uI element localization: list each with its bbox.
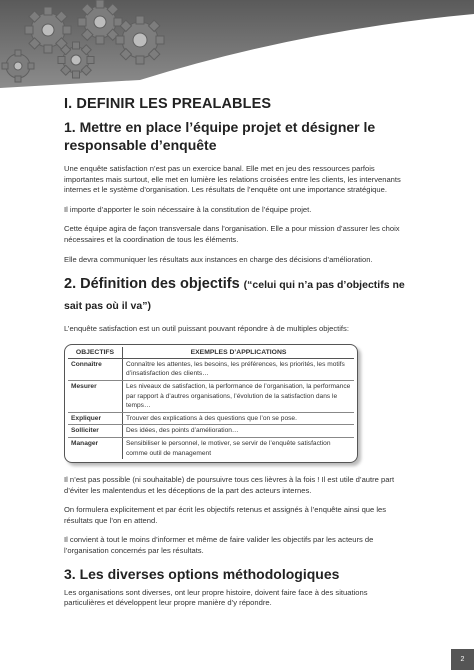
paragraph: On formulera explicitement et par écrit les objectifs retenus et assignés à l’enquête ainsi que les résultats que l’on en attend.: [64, 505, 387, 525]
table-row: [68, 358, 354, 380]
paragraph: Il n’est pas possible (ni souhaitable) de poursuivre tous ces lièvres à la fois ! Il est utile d’autre part d’éviter les malentendus et les déceptions de la part des acteurs internes.: [64, 475, 395, 495]
subsection-2-title: 2. Définition des objectifs: [64, 276, 240, 293]
page-content: [64, 96, 410, 618]
paragraph: Cette équipe agira de façon transversale dans l’organisation. Elle a pour mission d’assurer les choix nécessaires et la coordination de tous les éléments.: [64, 224, 400, 244]
example-cell: Connaître les attentes, les besoins, les préférences, les priorités, les motifs d’insatisfaction des clients…: [123, 358, 355, 380]
subsection-2-subtitle: (“celui qui n’a pas d’objectifs ne sait pas où il va”): [64, 279, 405, 313]
objectives-intro: L’enquête satisfaction est un outil puissant pouvant répondre à de multiples objectifs:: [64, 324, 349, 334]
example-cell: Des idées, des points d’amélioration…: [123, 425, 355, 438]
column-header: OBJECTIFS: [68, 347, 123, 359]
column-header: EXEMPLES D’APPLICATIONS: [123, 347, 355, 359]
subsection-3-title: 3. Les diverses options méthodologiques: [64, 565, 340, 582]
paragraph: Une enquête satisfaction n’est pas un exercice banal. Elle met en jeu des ressources parfois importantes mais surtout, elle met en lumière les relations croisées entre les clients, les intervenants internes et le système d’organisation. Les résultats de l’enquête ont une importance stratégique.: [64, 164, 401, 195]
objective-cell: Connaître: [68, 358, 123, 380]
paragraph: Il importe d’apporter le soin nécessaire à la constitution de l’équipe projet.: [64, 204, 312, 214]
table-header-row: [68, 347, 354, 359]
example-cell: Trouver des explications à des questions que l’on se pose.: [123, 412, 355, 425]
subsection-2-heading: [64, 274, 410, 316]
paragraph: Les organisations sont diverses, ont leur propre histoire, doivent faire face à des situations particulières et développent leur propre manière d’y répondre.: [64, 587, 368, 608]
section-title: I. DEFINIR LES PREALABLES: [64, 96, 272, 112]
paragraph: Elle devra communiquer les résultats aux instances en charge des décisions d’amélioration.: [64, 254, 373, 264]
objective-cell: Expliquer: [68, 412, 123, 425]
subsection-1-title: 1. Mettre en place l’équipe projet et désigner le responsable d’enquête: [64, 119, 376, 153]
table-row: [68, 380, 354, 412]
objective-cell: Manager: [68, 437, 123, 459]
objectives-table: [64, 344, 358, 463]
example-cell: Les niveaux de satisfaction, la performance de l’organisation, la performance par rapport à d’autres organisations, l’évolution de la satisfaction dans le temps…: [123, 380, 355, 412]
objective-cell: Mesurer: [68, 380, 123, 412]
paragraph: Il convient à tout le moins d’informer et même de faire valider les objectifs par les acteurs de l’organisation concernés par les résultats.: [64, 535, 374, 556]
gears-icon: [0, 0, 190, 92]
table-row: [68, 437, 354, 459]
table-row: [68, 412, 354, 425]
example-cell: Sensibiliser le personnel, le motiver, se servir de l’enquête satisfaction comme outil de management: [126, 439, 331, 457]
table-row: [68, 425, 354, 438]
objective-cell: Solliciter: [68, 425, 123, 438]
page-number: 2: [451, 649, 474, 670]
